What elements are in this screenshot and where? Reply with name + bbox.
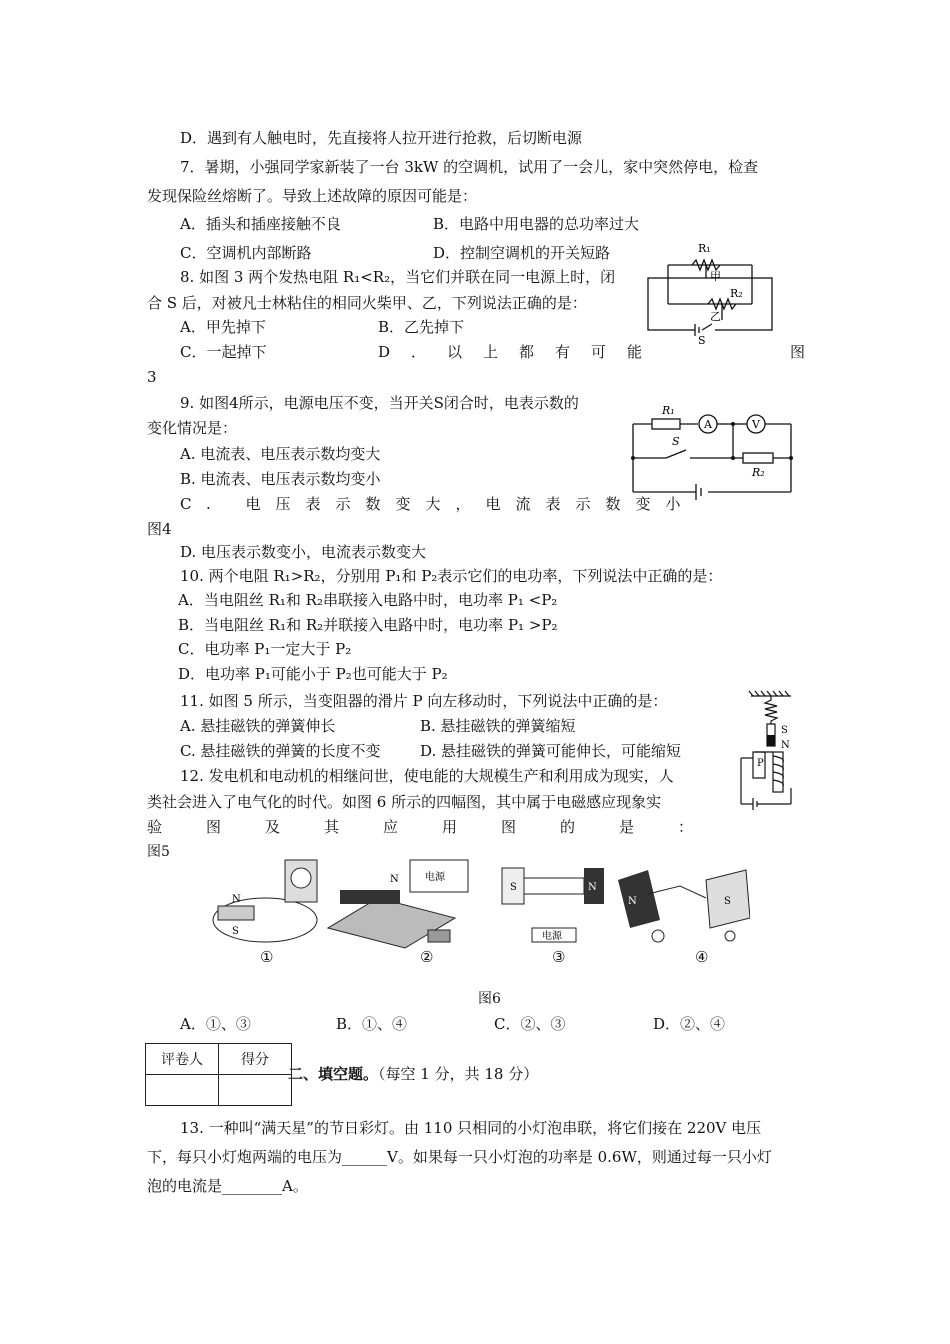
fig6-p3-n: N bbox=[588, 882, 597, 893]
q12-fig5-label: 图5 bbox=[147, 844, 170, 860]
fig3-r2-label: R₂ bbox=[730, 287, 743, 300]
fig6-p2-power: 电源 bbox=[425, 872, 445, 883]
q7-option-a: A．插头和插座接触不良 bbox=[180, 215, 341, 233]
q9-stem-line2: 变化情况是： bbox=[147, 419, 238, 437]
q9-option-d: D. 电压表示数变小，电流表示数变大 bbox=[180, 543, 427, 561]
fig3-s-label: S bbox=[698, 334, 706, 347]
q8-stem-line1: 8. 如图 3 两个发热电阻 R₁<R₂，当它们并联在同一电源上时，闭 bbox=[180, 268, 616, 286]
q10-option-a: A．当电阻丝 R₁和 R₂串联接入电路中时，电功率 P₁ <P₂ bbox=[178, 591, 558, 609]
fig5-n-label: N bbox=[781, 740, 790, 751]
section-2-note: （每空 1 分，共 18 分） bbox=[378, 1065, 539, 1083]
fig6-p3-s: S bbox=[510, 882, 517, 893]
score-table-score-cell bbox=[219, 1075, 292, 1106]
fig6-p4-n: N bbox=[628, 896, 637, 907]
q9-stem-line1: 9. 如图4所示，电源电压不变，当开关S闭合时，电表示数的 bbox=[180, 394, 579, 412]
q8-option-d: D．以上都有可能 bbox=[378, 343, 664, 361]
fig6-p4-s: S bbox=[724, 896, 731, 907]
q9-fig-label: 图4 bbox=[147, 520, 172, 538]
q8-option-a: A．甲先掉下 bbox=[180, 318, 266, 336]
fig3-jia-label: 甲 bbox=[710, 270, 721, 283]
q10-option-c: C．电功率 P₁一定大于 P₂ bbox=[178, 640, 352, 658]
figure-6-panels bbox=[210, 858, 750, 968]
score-table bbox=[145, 1043, 292, 1106]
fig6-label-2: ② bbox=[420, 948, 434, 966]
q10-option-d: D．电功率 P₁可能小于 P₂也可能大于 P₂ bbox=[178, 665, 448, 683]
q7-option-c: C．空调机内部断路 bbox=[180, 244, 312, 262]
fig4-ammeter-label: A bbox=[704, 418, 712, 431]
q9-option-b: B. 电流表、电压表示数均变小 bbox=[180, 470, 381, 488]
fig4-r2-label: R₂ bbox=[752, 466, 765, 479]
figure-3-circuit bbox=[640, 240, 780, 348]
q8-fig-label-word: 图 bbox=[790, 343, 806, 361]
section-2-heading bbox=[288, 1063, 538, 1085]
q7-stem-line1: 7．暑期，小强同学家新装了一台 3kW 的空调机，试用了一会儿，家中突然停电，检查 bbox=[180, 158, 759, 176]
fig5-s-label: S bbox=[781, 725, 788, 736]
fig6-label-4: ④ bbox=[695, 948, 709, 966]
q11-option-c: C. 悬挂磁铁的弹簧的长度不变 bbox=[180, 742, 381, 760]
fig6-p2-n: N bbox=[390, 874, 399, 885]
q8-option-c: C．一起掉下 bbox=[180, 343, 267, 361]
figure-5-electromagnet bbox=[733, 688, 803, 816]
q9-option-c: C. 电压表示数变大，电流表示数变小 bbox=[180, 495, 696, 513]
q10-stem: 10. 两个电阻 R₁>R₂，分别用 P₁和 P₂表示它们的电功率，下列说法中正确的是： bbox=[180, 567, 723, 585]
fig6-caption: 图6 bbox=[478, 991, 501, 1007]
q11-option-b: B. 悬挂磁铁的弹簧缩短 bbox=[420, 717, 576, 735]
q9-option-a: A. 电流表、电压表示数均变大 bbox=[180, 445, 381, 463]
q11-option-d: D. 悬挂磁铁的弹簧可能伸长，可能缩短 bbox=[420, 742, 682, 760]
q12-stem-line2: 类社会进入了电气化的时代。如图 6 所示的四幅图，其中属于电磁感应现象实 bbox=[147, 793, 662, 811]
figure-4-circuit bbox=[628, 400, 800, 500]
fig6-panel-4 bbox=[618, 870, 750, 942]
fig6-label-3: ③ bbox=[552, 948, 566, 966]
fig6-p1-n: N bbox=[232, 894, 241, 905]
fig4-voltmeter-label: V bbox=[752, 418, 760, 431]
section-2-title: 二、填空题。 bbox=[288, 1065, 379, 1083]
fig6-p1-s: S bbox=[232, 926, 239, 937]
q7-option-b: B．电路中用电器的总功率过大 bbox=[433, 215, 640, 233]
fig6-label-1: ① bbox=[260, 948, 274, 966]
q12-option-d: D．②、④ bbox=[653, 1015, 726, 1033]
q12-stem-line3: 验图及其应用图的是： bbox=[147, 818, 738, 836]
q12-stem-line1: 12. 发电机和电动机的相继问世，使电能的大规模生产和利用成为现实，人 bbox=[180, 767, 674, 785]
score-table-grader-header: 评卷人 bbox=[146, 1044, 219, 1075]
score-table-score-header: 得分 bbox=[219, 1044, 292, 1075]
q10-option-b: B．当电阻丝 R₁和 R₂并联接入电路中时，电功率 P₁ >P₂ bbox=[178, 616, 558, 634]
q12-option-a: A．①、③ bbox=[180, 1015, 251, 1033]
fig6-panel-3 bbox=[502, 868, 604, 942]
q12-option-b: B．①、④ bbox=[336, 1015, 408, 1033]
q11-stem: 11. 如图 5 所示，当变阻器的滑片 P 向左移动时，下列说法中正确的是： bbox=[180, 692, 668, 710]
fig5-p-label: P bbox=[757, 758, 764, 769]
q13-line2: 下，每只小灯炮两端的电压为______V。如果每一只小灯泡的功率是 0.6W，则通过每一只小灯 bbox=[147, 1148, 772, 1166]
q6-option-d: D．遇到有人触电时，先直接将人拉开进行抢救，后切断电源 bbox=[180, 129, 583, 147]
fig6-panel-1 bbox=[213, 860, 317, 942]
q8-stem-line2: 合 S 后，对被凡士林粘住的相同火柴甲、乙，下列说法正确的是： bbox=[147, 294, 587, 312]
fig4-r1-label: R₁ bbox=[662, 404, 675, 417]
fig6-p3-power: 电源 bbox=[542, 931, 562, 942]
q7-option-d: D．控制空调机的开关短路 bbox=[433, 244, 611, 262]
q11-option-a: A. 悬挂磁铁的弹簧伸长 bbox=[180, 717, 336, 735]
q8-fig-label-number: 3 bbox=[147, 368, 157, 386]
fig6-panel-2 bbox=[328, 860, 468, 948]
q12-option-c: C．②、③ bbox=[494, 1015, 566, 1033]
fig3-yi-label: 乙 bbox=[710, 310, 721, 323]
q13-line1: 13. 一种叫“满天星”的节日彩灯。由 110 只相同的小灯泡串联，将它们接在 220V 电压 bbox=[180, 1119, 762, 1137]
q13-line3: 泡的电流是________A。 bbox=[147, 1177, 308, 1195]
fig4-switch-label: S bbox=[672, 435, 680, 448]
q7-stem-line2: 发现保险丝熔断了。导致上述故障的原因可能是： bbox=[147, 187, 478, 205]
fig3-r1-label: R₁ bbox=[698, 242, 711, 255]
score-table-grader-cell bbox=[146, 1075, 219, 1106]
q8-option-b: B．乙先掉下 bbox=[378, 318, 465, 336]
